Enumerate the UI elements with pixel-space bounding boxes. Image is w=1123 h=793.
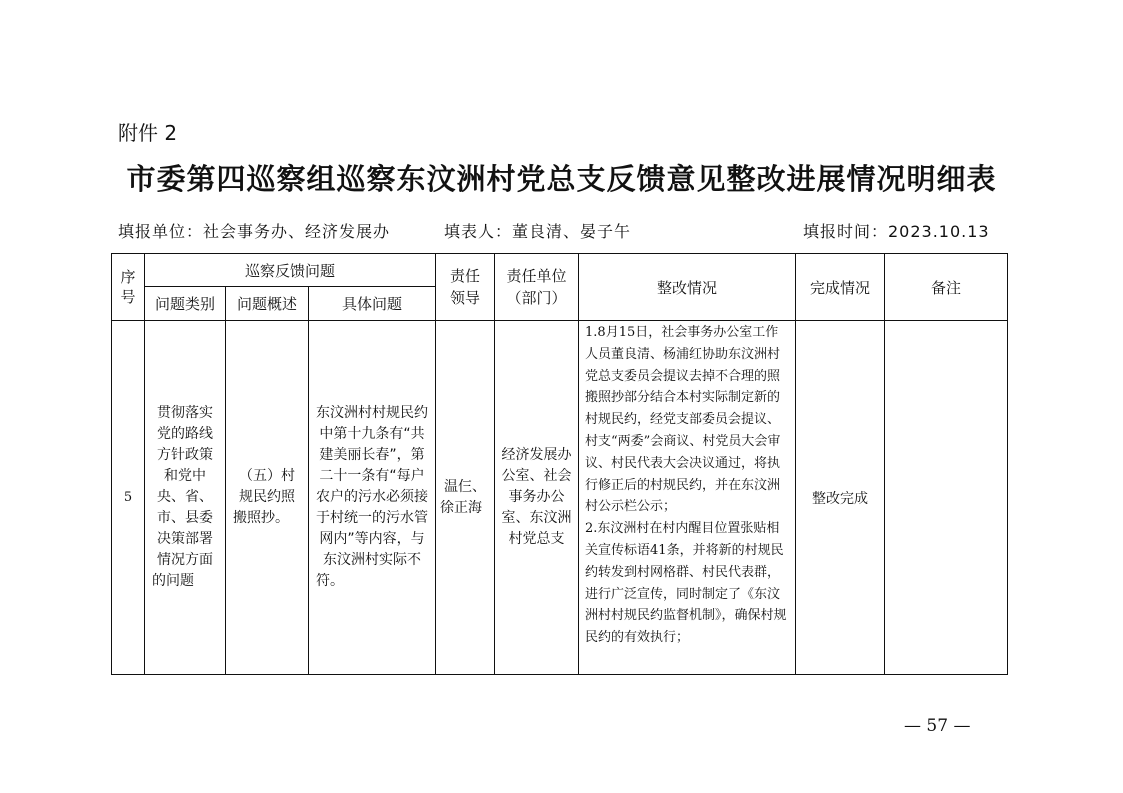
document-title: 市委第四巡察组巡察东汶洲村党总支反馈意见整改进展情况明细表 bbox=[126, 162, 997, 196]
header-category: 问题类别 bbox=[145, 287, 226, 321]
cell-unit: 经济发展办公室、社会事务办公室、东汶洲村党总支 bbox=[495, 321, 579, 675]
cell-overview: （五）村规民约照搬照抄。 bbox=[226, 321, 309, 675]
filler-name: 填表人：董良清、晏子午 bbox=[444, 222, 632, 241]
table-row bbox=[112, 321, 1008, 675]
cell-category: 贯彻落实党的路线方针政策和党中央、省、市、县委决策部署情况方面的问题 bbox=[145, 321, 226, 675]
header-unit: 责任单位（部门） bbox=[495, 254, 579, 321]
cell-leader: 温仨、徐正海 bbox=[436, 321, 495, 675]
page-number: — 57 — bbox=[904, 716, 971, 736]
cell-specific: 东汶洲村村规民约中第十九条有“共建美丽长春”，第二十一条有“每户农户的污水必须接于村统一的污水管网内”等内容，与东汶洲村实际不符。 bbox=[309, 321, 436, 675]
header-specific: 具体问题 bbox=[309, 287, 436, 321]
cell-remark bbox=[885, 321, 1008, 675]
attachment-label: 附件 2 bbox=[118, 121, 178, 145]
header-feedback-group: 巡察反馈问题 bbox=[145, 254, 436, 287]
cell-completion: 整改完成 bbox=[796, 321, 885, 675]
rectification-table bbox=[111, 253, 1008, 675]
cell-seq: 5 bbox=[112, 321, 145, 675]
header-overview: 问题概述 bbox=[226, 287, 309, 321]
header-completion: 完成情况 bbox=[796, 254, 885, 321]
header-remark: 备注 bbox=[885, 254, 1008, 321]
header-seq: 序号 bbox=[112, 254, 145, 321]
rectification-item-1: 1.8月15日，社会事务办公室工作人员董良清、杨浦红协助东汶洲村党总支委员会提议去掉不合理的照搬照抄部分结合本村实际制定新的村规民约，经党支部委员会提议、村支“两委”会商议、村党员大会审议、村民代表大会决议通过，将执行修正后的村规民约，并在东汶洲村公示栏公示； bbox=[585, 325, 781, 515]
header-rectification: 整改情况 bbox=[579, 254, 796, 321]
fill-time: 填报时间：2023.10.13 bbox=[803, 222, 990, 241]
cell-rectification bbox=[579, 321, 796, 675]
header-leader: 责任领导 bbox=[436, 254, 495, 321]
fill-unit: 填报单位：社会事务办、经济发展办 bbox=[118, 222, 391, 241]
rectification-item-2: 2.东汶洲村在村内醒目位置张贴相关宣传标语41条，并将新的村规民约转发到村网格群、村民代表群，进行广泛宣传，同时制定了《东汶洲村村规民约监督机制》，确保村规民约的有效执行； bbox=[585, 521, 787, 646]
